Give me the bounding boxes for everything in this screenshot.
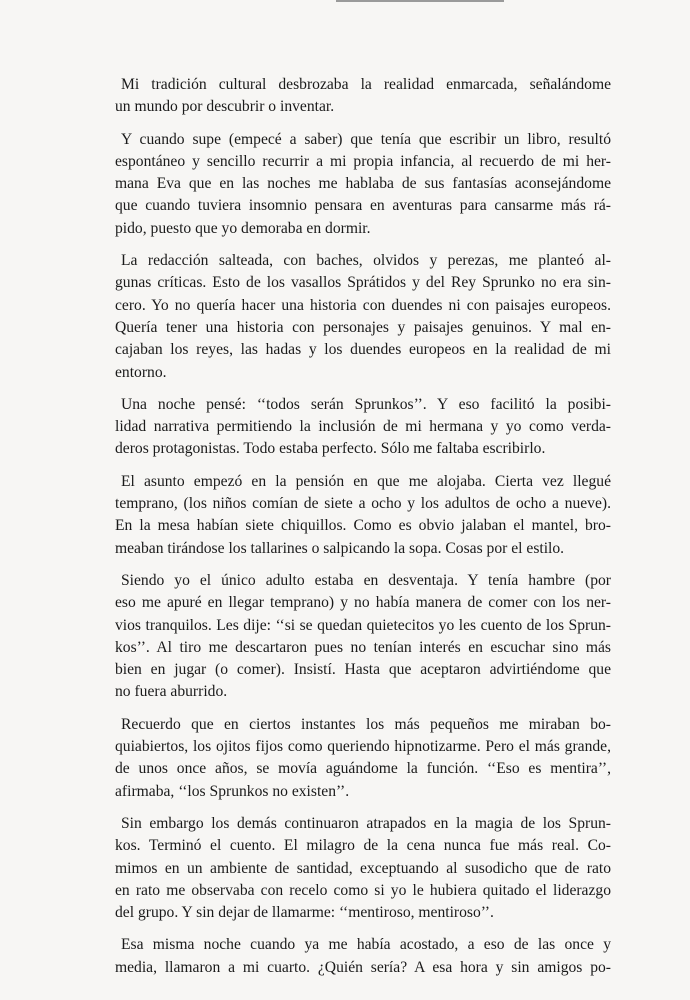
text-line: Siendo yo el único adulto estaba en desventaja. Y tenía hambre (por bbox=[121, 571, 611, 589]
text-line: quiabiertos, los ojitos fijos como queriendo hipnotizarme. Pero el más grande, bbox=[115, 738, 611, 756]
text-line: media, llamaron a mi cuarto. ¿Quién sería? A esa hora y sin amigos po- bbox=[115, 958, 611, 976]
text-line: afirmaba, ‘‘los Sprunkos no existen’’. bbox=[115, 782, 350, 800]
text-line: gunas críticas. Esto de los vasallos Sprátidos y del Rey Sprunko no era sin- bbox=[115, 274, 611, 292]
paragraph bbox=[115, 129, 611, 240]
text-line: Y cuando supe (empecé a saber) que tenía que escribir un libro, resultó bbox=[121, 130, 611, 148]
text-line: mimos en un ambiente de santidad, exceptuando al susodicho que de rato bbox=[115, 859, 611, 877]
text-line: mana Eva que en las noches me hablaba de sus fantasías aconsejándome bbox=[115, 175, 611, 193]
text-line: meaban tirándose los tallarines o salpicando la sopa. Cosas por el estilo. bbox=[115, 539, 565, 557]
text-line: kos’’. Al tiro me descartaron pues no tenían interés en escuchar sino más bbox=[115, 638, 611, 656]
text-line: deros protagonistas. Todo estaba perfecto. Sólo me faltaba escribirlo. bbox=[115, 440, 546, 458]
text-line: vios tranquilos. Les dije: ‘‘si se quedan quietecitos yo les cuento de los Sprun- bbox=[115, 616, 611, 634]
text-line: que cuando tuviera insomnio pensara en aventuras para cansarme más rá- bbox=[115, 197, 611, 215]
text-line: La redacción salteada, con baches, olvidos y perezas, me planteó al- bbox=[121, 252, 611, 270]
text-line: del grupo. Y sin dejar de llamarme: ‘‘mentiroso, mentiroso’’. bbox=[115, 904, 494, 922]
paragraph bbox=[115, 714, 611, 803]
paragraph bbox=[115, 250, 611, 384]
paragraph bbox=[115, 570, 611, 704]
text-line: de unos once años, se movía aguándome la función. ‘‘Eso es mentira’’, bbox=[115, 760, 611, 778]
text-line: Una noche pensé: ‘‘todos serán Sprunkos’’. Y eso facilitó la posibi- bbox=[121, 395, 611, 413]
paragraph bbox=[115, 74, 611, 119]
text-line: cero. Yo no quería hacer una historia con duendes ni con paisajes europeos. bbox=[115, 296, 611, 314]
text-line: kos. Terminó el cuento. El milagro de la cena nunca fue más real. Co- bbox=[115, 837, 611, 855]
paragraph bbox=[115, 394, 611, 461]
text-line: pido, puesto que yo demoraba en dormir. bbox=[115, 219, 371, 237]
text-line: cajaban los reyes, las hadas y los duendes europeos en la realidad de mi bbox=[115, 341, 611, 359]
text-line: un mundo por descubrir o inventar. bbox=[115, 98, 335, 116]
text-line: lidad narrativa permitiendo la inclusión de mi hermana y yo como verda- bbox=[115, 418, 611, 436]
text-line: El asunto empezó en la pensión en que me alojaba. Cierta vez llegué bbox=[121, 472, 611, 490]
paragraph bbox=[115, 813, 611, 924]
text-line: en rato me observaba con recelo como si yo le hubiera quitado el liderazgo bbox=[115, 881, 611, 899]
text-line: En la mesa habían siete chiquillos. Como es obvio jalaban el mantel, bro- bbox=[115, 517, 611, 535]
text-line: Quería tener una historia con personajes y paisajes genuinos. Y mal en- bbox=[115, 318, 611, 336]
text-line: espontáneo y sencillo recurrir a mi propia infancia, al recuerdo de mi her- bbox=[115, 152, 611, 170]
text-line: eso me apuré en llegar temprano) y no había manera de comer con los ner- bbox=[115, 594, 611, 612]
paragraph bbox=[115, 934, 611, 979]
text-line: temprano, (los niños comían de siete a ocho y los adultos de ocho a nueve). bbox=[115, 495, 611, 513]
text-line: bien en jugar (o comer). Insistí. Hasta que aceptaron advirtiéndome que bbox=[115, 661, 611, 679]
text-line: no fuera aburrido. bbox=[115, 683, 228, 701]
page-body-text bbox=[115, 74, 611, 989]
text-line: Esa misma noche cuando ya me había acostado, a eso de las once y bbox=[121, 936, 611, 954]
text-line: entorno. bbox=[115, 363, 167, 381]
text-line: Recuerdo que en ciertos instantes los más pequeños me miraban bo- bbox=[121, 715, 611, 733]
text-line: Sin embargo los demás continuaron atrapados en la magia de los Sprun- bbox=[121, 814, 611, 832]
top-edge-rule bbox=[336, 0, 504, 2]
paragraph bbox=[115, 471, 611, 560]
text-line: Mi tradición cultural desbrozaba la realidad enmarcada, señalándome bbox=[121, 76, 611, 93]
